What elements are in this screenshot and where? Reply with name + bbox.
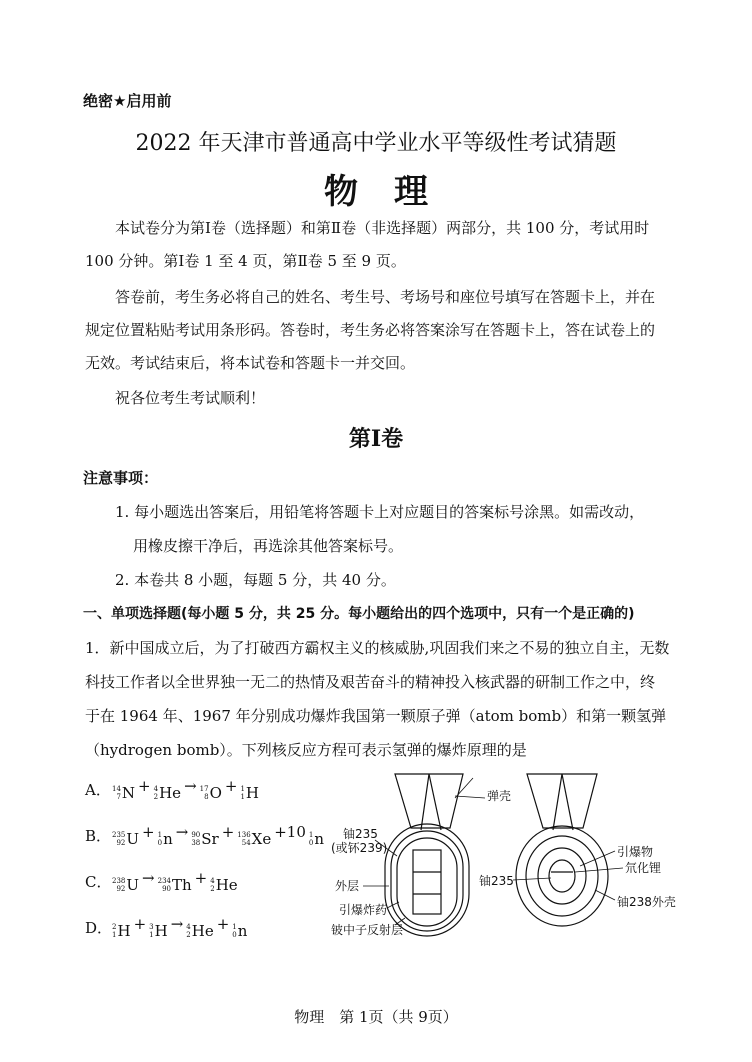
- nuclide: 14 7 N: [112, 784, 136, 802]
- hydrogen-bomb-diagram: [516, 774, 608, 926]
- equation-operator: +: [216, 915, 230, 933]
- equation-operator: +: [221, 823, 235, 841]
- nuclide: 1 1 H: [240, 784, 260, 802]
- question-1-line-2: 科技工作者以全世界独一无二的热情及艰苦奋斗的精神投入核武器的研制工作之中，终: [85, 673, 656, 691]
- intro-wish: 祝各位考生考试顺利！: [115, 389, 266, 407]
- nuclide: 136 54 Xe: [237, 830, 272, 848]
- option-label: D．: [85, 919, 113, 937]
- nuclide: 2 1 H: [112, 922, 131, 940]
- nuclide: 1 0 n: [308, 830, 325, 848]
- section-heading: 一、单项选择题(每小题 5 分，共 25 分。每小题给出的四个选项中，只有一个是正确的): [83, 606, 635, 622]
- nuclide: 235 92 U: [112, 830, 140, 848]
- equation-operator: +: [194, 869, 208, 887]
- equation-operator: +: [224, 777, 238, 795]
- option-a[interactable]: [85, 777, 260, 802]
- part-heading: 第Ⅰ卷: [348, 426, 404, 452]
- intro-line-4: 规定位置粘贴考试用条形码。答卷时，考生务必将答案涂写在答题卡上，答在试卷上的: [85, 321, 656, 339]
- notice-item-1: 1. 每小题选出答案后，用铅笔将答题卡上对应题目的答案标号涂黑。如需改动，: [115, 503, 645, 521]
- equation-operator: +: [138, 777, 151, 795]
- nuclide: 234 90 Th: [157, 876, 192, 894]
- equation-operator: →: [175, 823, 189, 841]
- equation-operator: →: [184, 777, 197, 795]
- option-equation: [111, 777, 260, 802]
- nuclide: 4 2 He: [153, 784, 182, 802]
- notice-item-2: 2. 本卷共 8 小题，每题 5 分，共 40 分。: [115, 571, 396, 589]
- atom-bomb-diagram: [385, 774, 469, 936]
- exam-title: 2022 年天津市普通高中学业水平等级性考试猜题: [135, 131, 617, 156]
- label-pu239: (或钚239): [331, 841, 388, 855]
- question-1-line-3: 于在 1964 年、1967 年分别成功爆炸我国第一颗原子弹（atom bomb）和第一颗氢弹: [85, 707, 667, 725]
- option-label: A．: [85, 781, 111, 799]
- nuclide: 4 2 He: [186, 922, 214, 940]
- label-explosive: 引爆炸药: [339, 903, 388, 917]
- intro-line-5: 无效。考试结束后，将本试卷和答题卡一并交回。: [85, 354, 416, 372]
- label-u235-left: 铀235: [343, 827, 378, 841]
- intro-line-1: 本试卷分为第Ⅰ卷（选择题）和第Ⅱ卷（非选择题）两部分，共 100 分，考试用时: [115, 219, 650, 237]
- equation-operator: +: [142, 823, 155, 841]
- nuclide: 90 38 Sr: [191, 830, 219, 848]
- option-label: B．: [85, 827, 112, 845]
- equation-operator: +: [133, 915, 147, 933]
- nuclide: 1 0 n: [232, 922, 248, 940]
- option-b[interactable]: [85, 823, 325, 848]
- bomb-structure-figure: [325, 768, 705, 938]
- option-equation: [111, 915, 248, 940]
- nuclide: 3 1 H: [149, 922, 168, 940]
- nuclide: 1 0 n: [157, 830, 173, 848]
- notice-title: 注意事项：: [83, 469, 159, 487]
- option-label: C．: [85, 873, 112, 891]
- nuclide: 4 2 He: [210, 876, 238, 894]
- nuclide: 17 8 O: [199, 784, 222, 802]
- label-igniter: 引爆物: [617, 845, 654, 859]
- notice-item-1-cont: 用橡皮擦干净后，再选涂其他答案标号。: [133, 537, 404, 555]
- nuclide: 238 92 U: [112, 876, 140, 894]
- option-c[interactable]: [85, 869, 239, 894]
- subject-title: 物理: [324, 172, 464, 212]
- confidential-mark: 绝密★启用前: [83, 92, 172, 110]
- question-1-line-1: 1．新中国成立后，为了打破西方霸权主义的核威胁,巩固我们来之不易的独立自主，无数: [85, 639, 670, 657]
- label-lithium-deuteride: 氘化锂: [625, 861, 662, 875]
- equation-operator: +10: [274, 823, 306, 841]
- equation-operator: →: [170, 915, 184, 933]
- page-footer: 物理 第 1页（共 9页）: [294, 1008, 458, 1026]
- label-u238-shell: 铀238外壳: [617, 895, 676, 909]
- label-outer-layer: 外层: [335, 879, 360, 893]
- label-shell: 弹壳: [487, 789, 512, 803]
- label-reflector: 铍中子反射层: [331, 923, 404, 937]
- option-d[interactable]: [85, 915, 248, 940]
- label-u235-right: 铀235: [479, 874, 514, 888]
- option-equation: [111, 869, 239, 894]
- equation-operator: →: [142, 869, 155, 887]
- question-1-line-4: （hydrogen bomb）。下列核反应方程可表示氢弹的爆炸原理的是: [85, 741, 527, 759]
- option-equation: [111, 823, 325, 848]
- intro-line-2: 100 分钟。第Ⅰ卷 1 至 4 页，第Ⅱ卷 5 至 9 页。: [85, 252, 406, 270]
- intro-line-3: 答卷前，考生务必将自己的姓名、考生号、考场号和座位号填写在答题卡上，并在: [115, 288, 656, 306]
